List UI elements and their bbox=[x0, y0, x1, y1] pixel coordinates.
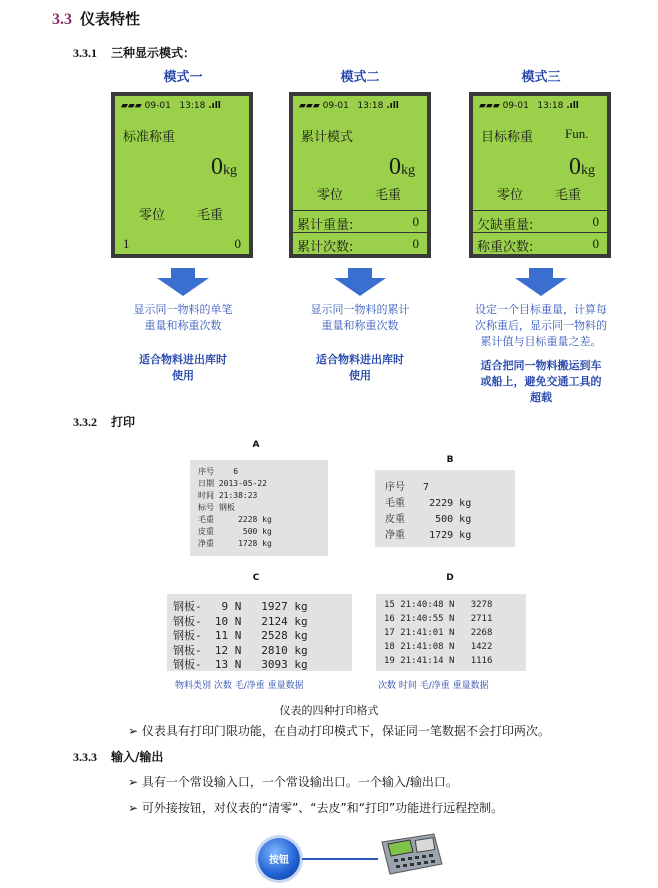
print-line: 钢板- 9 N 1927 kg bbox=[173, 600, 308, 613]
signal-icon: .ıll bbox=[566, 101, 579, 111]
lcd-weight-value: 0 bbox=[211, 154, 223, 180]
lcd-row-name: 称重次数: bbox=[477, 240, 534, 255]
subsection-heading-333 bbox=[73, 748, 163, 765]
lcd-mode-label: 累计模式 bbox=[301, 130, 354, 145]
lcd-row-value: 0 bbox=[592, 214, 599, 229]
mode-use-line: 或船上，避免交通工具的 bbox=[480, 375, 602, 388]
lcd-mode-label: 标准称重 bbox=[123, 130, 176, 145]
subsection-title: 输入/输出 bbox=[111, 750, 164, 764]
lcd-zero-label: 零位 bbox=[497, 188, 524, 203]
lcd-time: 13:18 bbox=[179, 101, 206, 111]
lcd-row-name: 累计重量: bbox=[297, 218, 354, 233]
section-title: 仪表特性 bbox=[80, 10, 141, 28]
mode-use-line: 适合把同一物料搬运到车 bbox=[480, 359, 602, 372]
bullet-text: 具有一个常设输入口，一个常设输出口。一个输入/输出口。 bbox=[141, 775, 458, 789]
print-label-c: C bbox=[252, 573, 260, 583]
lcd-gross-label: 毛重 bbox=[197, 208, 224, 223]
bullet-arrow-icon: ➢ bbox=[128, 801, 142, 815]
lcd-weight bbox=[569, 154, 595, 181]
mode-description-line: 设定一个目标重量，计算每 bbox=[475, 303, 607, 316]
remote-button-icon bbox=[258, 838, 300, 880]
print-line: 钢板- 11 N 2528 kg bbox=[173, 629, 308, 642]
mode-use-line: 适合物料进出库时 bbox=[139, 353, 227, 366]
lcd-gross-label: 毛重 bbox=[555, 188, 582, 203]
lcd-date: 09-01 bbox=[502, 101, 529, 111]
mode-description-line: 累计值与目标重量之差。 bbox=[480, 335, 602, 348]
lcd-weight-unit: kg bbox=[223, 163, 237, 178]
print-sample-a bbox=[190, 460, 328, 556]
print-sample-b bbox=[375, 470, 515, 547]
caption-c: 物料类别 次数 毛/净重 重量数据 bbox=[175, 681, 304, 691]
print-line: 皮重 500 kg bbox=[198, 527, 272, 536]
lcd-screen bbox=[289, 92, 431, 258]
print-line: 17 21:41:01 N 2268 bbox=[384, 628, 493, 638]
mode-description-line: 次称重后，显示同一物料的 bbox=[475, 319, 607, 332]
mode-use-line: 超载 bbox=[530, 391, 552, 404]
lcd-time: 13:18 bbox=[357, 101, 384, 111]
section-heading bbox=[52, 8, 140, 29]
mode-title: 模式三 bbox=[521, 70, 561, 85]
lcd-fun-label: Fun. bbox=[565, 126, 589, 141]
down-arrow-icon bbox=[157, 268, 209, 296]
subsection-heading-332 bbox=[73, 413, 135, 430]
subsection-number: 3.3.3 bbox=[73, 750, 97, 764]
section-number: 3.3 bbox=[52, 11, 72, 28]
print-line: 标号 钢板 bbox=[198, 503, 235, 512]
print-sample-d bbox=[376, 594, 526, 671]
lcd-weight bbox=[389, 154, 415, 181]
bullet-arrow-icon: ➢ bbox=[128, 724, 142, 738]
lcd-gross-label: 毛重 bbox=[375, 188, 402, 203]
lcd-date: 09-01 bbox=[322, 101, 349, 111]
lcd-row-value: 0 bbox=[234, 236, 241, 251]
mode-title: 模式二 bbox=[340, 70, 380, 85]
lcd-screen bbox=[469, 92, 611, 258]
signal-icon: .ıll bbox=[208, 101, 221, 111]
lcd-time: 13:18 bbox=[537, 101, 564, 111]
lcd-zero-label: 零位 bbox=[139, 208, 166, 223]
print-line: 钢板- 13 N 3093 kg bbox=[173, 658, 308, 671]
lcd-weight-unit: kg bbox=[581, 163, 595, 178]
lcd-weight-value: 0 bbox=[389, 154, 401, 180]
signal-icon: .ıll bbox=[386, 101, 399, 111]
battery-icon: ▰▰▰ bbox=[299, 101, 320, 111]
subsection-heading-331 bbox=[73, 44, 195, 61]
cable-line bbox=[302, 858, 378, 860]
lcd-status-bar bbox=[479, 101, 579, 111]
weighing-indicator-icon bbox=[376, 828, 446, 878]
lcd-date: 09-01 bbox=[144, 101, 171, 111]
lcd-weight-value: 0 bbox=[569, 154, 581, 180]
mode-use-line: 适合物料进出库时 bbox=[316, 353, 404, 366]
bullet-arrow-icon: ➢ bbox=[128, 775, 142, 789]
figure-caption: 仪表的四种打印格式 bbox=[279, 704, 379, 717]
lcd-row-name: 累计次数: bbox=[297, 240, 354, 255]
lcd-weight bbox=[211, 154, 237, 181]
print-line: 日期 2013-05-22 bbox=[198, 479, 267, 488]
print-line: 序号 7 bbox=[385, 482, 430, 493]
lcd-row-name: 欠缺重量: bbox=[477, 218, 534, 233]
lcd-mode-label: 目标称重 bbox=[481, 130, 534, 145]
subsection-number: 3.3.1 bbox=[73, 46, 97, 60]
print-label-b: B bbox=[446, 455, 454, 465]
print-label-d: D bbox=[446, 573, 454, 583]
print-line: 16 21:40:55 N 2711 bbox=[384, 614, 493, 624]
mode-description-line: 显示同一物料的累计 bbox=[310, 303, 410, 316]
lcd-row-value: 0 bbox=[412, 214, 419, 229]
print-line: 毛重 2229 kg bbox=[385, 498, 472, 509]
print-line: 15 21:40:48 N 3278 bbox=[384, 600, 493, 610]
print-line: 18 21:41:08 N 1422 bbox=[384, 642, 493, 652]
mode-description-line: 重量和称重次数 bbox=[321, 319, 399, 332]
subsection-title: 打印 bbox=[111, 415, 136, 429]
lcd-row-value: 0 bbox=[412, 236, 419, 251]
mode-use-line: 使用 bbox=[349, 369, 371, 382]
lcd-row-name: 1 bbox=[123, 236, 130, 251]
subsection-number: 3.3.2 bbox=[73, 415, 97, 429]
down-arrow-icon bbox=[515, 268, 567, 296]
bullet-io bbox=[128, 773, 458, 790]
bullet-print-threshold bbox=[128, 722, 550, 739]
print-label-a: A bbox=[252, 440, 260, 450]
bullet-text: 可外接按钮，对仪表的“清零”、“去皮”和“打印”功能进行远程控制。 bbox=[141, 801, 504, 815]
print-sample-c bbox=[167, 594, 352, 671]
mode-description-line: 显示同一物料的单笔 bbox=[133, 303, 233, 316]
mode-use-line: 使用 bbox=[172, 369, 194, 382]
caption-d: 次数 时间 毛/净重 重量数据 bbox=[378, 681, 489, 691]
print-line: 毛重 2228 kg bbox=[198, 515, 272, 524]
print-line: 19 21:41:14 N 1116 bbox=[384, 656, 493, 666]
lcd-weight-unit: kg bbox=[401, 163, 415, 178]
lcd-row-value: 0 bbox=[592, 236, 599, 251]
remote-button-label: 按钮 bbox=[269, 855, 289, 866]
print-line: 皮重 500 kg bbox=[385, 514, 472, 525]
battery-icon: ▰▰▰ bbox=[479, 101, 500, 111]
print-line: 钢板- 10 N 2124 kg bbox=[173, 614, 308, 628]
mode-title: 模式一 bbox=[163, 70, 203, 85]
bullet-text: 仪表具有打印门限功能，在自动打印模式下，保证同一笔数据不会打印两次。 bbox=[141, 724, 550, 738]
battery-icon: ▰▰▰ bbox=[121, 101, 142, 111]
bullet-remote bbox=[128, 799, 503, 816]
print-line: 净重 1729 kg bbox=[385, 530, 472, 541]
print-line: 序号 6 bbox=[198, 467, 239, 476]
print-line: 净重 1728 kg bbox=[198, 539, 272, 548]
lcd-status-bar bbox=[299, 101, 399, 111]
print-line: 钢板- 12 N 2810 kg bbox=[173, 643, 308, 657]
lcd-status-bar bbox=[121, 101, 221, 111]
lcd-zero-label: 零位 bbox=[317, 188, 344, 203]
print-line: 时间 21:38:23 bbox=[198, 491, 258, 500]
down-arrow-icon bbox=[334, 268, 386, 296]
mode-description-line: 重量和称重次数 bbox=[144, 319, 222, 332]
lcd-screen bbox=[111, 92, 253, 258]
lcd-divider bbox=[293, 210, 427, 211]
lcd-divider bbox=[473, 210, 607, 211]
subsection-title: 三种显示模式： bbox=[111, 46, 196, 60]
